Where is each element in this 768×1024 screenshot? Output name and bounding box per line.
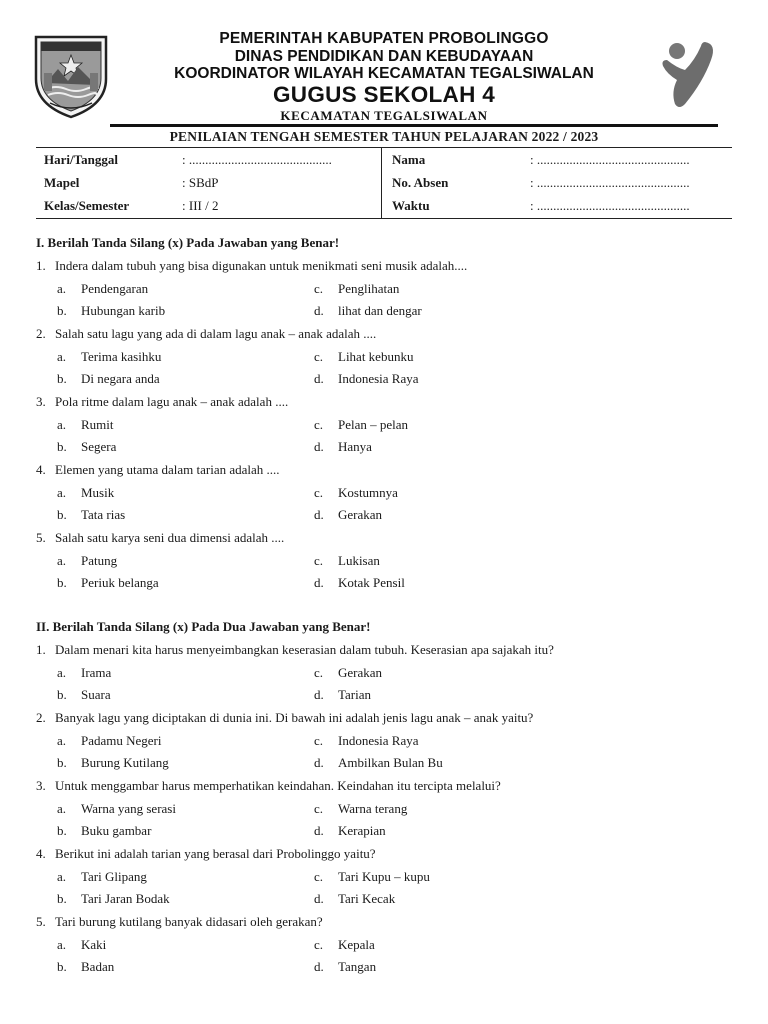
option-letter: b. <box>57 755 67 770</box>
letterhead-line-2: DINAS PENDIDIKAN DAN KEBUDAYAAN <box>234 48 534 65</box>
answer-option[interactable] <box>314 937 375 953</box>
answer-option[interactable] <box>314 417 408 433</box>
option-letter: a. <box>57 801 67 816</box>
option-letter: a. <box>57 665 67 680</box>
question-item <box>36 914 323 930</box>
name-field[interactable]: : ............................................... <box>530 152 690 167</box>
option-letter: b. <box>57 687 67 702</box>
option-text: Tari Kupu – kupu <box>338 869 430 884</box>
option-text: Buku gambar <box>81 823 152 838</box>
answer-option[interactable] <box>57 937 106 953</box>
question-number: 2. <box>36 710 46 725</box>
option-letter: d. <box>314 439 324 454</box>
option-letter: a. <box>57 733 67 748</box>
question-text: Banyak lagu yang diciptakan di dunia ini. Di bawah ini adalah jenis lagu anak – anak yaitu? <box>55 710 534 725</box>
answer-option[interactable] <box>57 959 114 975</box>
answer-option[interactable] <box>57 507 125 523</box>
time-label: Waktu <box>392 198 430 213</box>
question-number: 1. <box>36 258 46 273</box>
option-text: Gerakan <box>338 665 383 680</box>
option-text: Suara <box>81 687 111 702</box>
option-text: Indonesia Raya <box>338 371 419 386</box>
option-text: Penglihatan <box>338 281 400 296</box>
option-letter: a. <box>57 349 67 364</box>
option-letter: c. <box>314 349 324 364</box>
option-text: Pelan – pelan <box>338 417 409 432</box>
answer-option[interactable] <box>314 349 413 365</box>
question-text: Salah satu karya seni dua dimensi adalah .... <box>55 530 285 545</box>
question-text: Salah satu lagu yang ada di dalam lagu anak – anak adalah .... <box>55 326 377 341</box>
option-text: Tangan <box>338 959 377 974</box>
option-letter: c. <box>314 937 324 952</box>
option-letter: c. <box>314 801 324 816</box>
person-figure-icon <box>655 38 720 110</box>
option-text: Kerapian <box>338 823 386 838</box>
option-letter: d. <box>314 507 324 522</box>
answer-option[interactable] <box>57 303 165 319</box>
class-semester-label: Kelas/Semester <box>44 198 130 213</box>
question-number: 4. <box>36 462 46 477</box>
answer-option[interactable] <box>57 869 147 885</box>
answer-option[interactable] <box>314 507 382 523</box>
option-text: Kepala <box>338 937 375 952</box>
option-text: Musik <box>81 485 115 500</box>
answer-option[interactable] <box>314 755 443 771</box>
option-text: Ambilkan Bulan Bu <box>338 755 443 770</box>
option-letter: a. <box>57 937 67 952</box>
option-letter: c. <box>314 665 324 680</box>
question-text: Indera dalam tubuh yang bisa digunakan untuk menikmati seni musik adalah.... <box>55 258 468 273</box>
option-letter: d. <box>314 891 324 906</box>
option-letter: d. <box>314 303 324 318</box>
option-text: Padamu Negeri <box>81 733 162 748</box>
option-letter: d. <box>314 575 324 590</box>
subject-label: Mapel <box>44 175 80 190</box>
question-text: Pola ritme dalam lagu anak – anak adalah .... <box>55 394 289 409</box>
class-semester-value: : III / 2 <box>182 198 219 213</box>
answer-option[interactable] <box>314 801 407 817</box>
option-text: Terima kasihku <box>81 349 162 364</box>
probolinggo-crest-icon <box>32 33 110 119</box>
option-letter: a. <box>57 417 67 432</box>
letterhead-line-3: KOORDINATOR WILAYAH KECAMATAN TEGALSIWALAN <box>174 65 594 82</box>
option-letter: a. <box>57 869 67 884</box>
option-text: Lihat kebunku <box>338 349 414 364</box>
question-number: 2. <box>36 326 46 341</box>
question-text: Untuk menggambar harus memperhatikan keindahan. Keindahan itu tercipta melalui? <box>55 778 501 793</box>
question-number: 3. <box>36 394 46 409</box>
option-letter: c. <box>314 281 324 296</box>
letterhead-line-1: PEMERINTAH KABUPATEN PROBOLINGGO <box>219 30 549 47</box>
answer-option[interactable] <box>57 281 148 297</box>
option-letter: d. <box>314 371 324 386</box>
answer-option[interactable] <box>57 417 114 433</box>
option-text: Indonesia Raya <box>338 733 419 748</box>
question-text: Berikut ini adalah tarian yang berasal dari Probolinggo yaitu? <box>55 846 376 861</box>
option-text: Tata rias <box>81 507 126 522</box>
option-text: lihat dan dengar <box>338 303 422 318</box>
option-text: Badan <box>81 959 115 974</box>
answer-option[interactable] <box>314 439 372 455</box>
answer-option[interactable] <box>314 959 376 975</box>
option-text: Kostumnya <box>338 485 398 500</box>
answer-option[interactable] <box>314 303 422 319</box>
answer-option[interactable] <box>57 733 162 749</box>
option-letter: b. <box>57 823 67 838</box>
option-text: Kaki <box>81 937 107 952</box>
answer-option[interactable] <box>57 665 111 681</box>
answer-option[interactable] <box>314 553 380 569</box>
absence-number-field[interactable]: : ............................................... <box>530 175 690 190</box>
answer-option[interactable] <box>57 823 151 839</box>
question-item <box>36 846 376 862</box>
option-letter: b. <box>57 439 67 454</box>
exam-title: PENILAIAN TENGAH SEMESTER TAHUN PELAJARAN 2022 / 2023 <box>169 129 599 144</box>
question-text: Dalam menari kita harus menyeimbangkan keserasian dalam tubuh. Keserasian apa sajakah itu? <box>55 642 554 657</box>
answer-option[interactable] <box>314 891 395 907</box>
question-number: 1. <box>36 642 46 657</box>
option-letter: b. <box>57 575 67 590</box>
option-letter: c. <box>314 733 324 748</box>
option-letter: b. <box>57 371 67 386</box>
option-text: Periuk belanga <box>81 575 159 590</box>
answer-option[interactable] <box>57 485 114 501</box>
answer-option[interactable] <box>57 687 111 703</box>
answer-option[interactable] <box>314 823 386 839</box>
option-letter: b. <box>57 507 67 522</box>
option-text: Irama <box>81 665 112 680</box>
question-number: 4. <box>36 846 46 861</box>
header-rule <box>110 124 718 127</box>
option-text: Tari Kecak <box>338 891 396 906</box>
option-letter: c. <box>314 485 324 500</box>
option-letter: b. <box>57 959 67 974</box>
option-text: Tari Glipang <box>81 869 147 884</box>
question-item <box>36 394 288 410</box>
option-text: Gerakan <box>338 507 383 522</box>
absence-number-label: No. Absen <box>392 175 449 190</box>
option-text: Di negara anda <box>81 371 160 386</box>
option-text: Warna yang serasi <box>81 801 176 816</box>
option-text: Tari Jaran Bodak <box>81 891 170 906</box>
answer-option[interactable] <box>57 553 117 569</box>
option-text: Tarian <box>338 687 372 702</box>
section-heading: I. Berilah Tanda Silang (x) Pada Jawaban yang Benar! <box>36 235 340 250</box>
answer-option[interactable] <box>57 801 176 817</box>
answer-option[interactable] <box>314 485 398 501</box>
answer-option[interactable] <box>57 575 159 591</box>
letterhead <box>110 30 658 123</box>
option-letter: b. <box>57 891 67 906</box>
option-letter: d. <box>314 823 324 838</box>
question-item <box>36 710 533 726</box>
question-item <box>36 642 554 658</box>
option-letter: b. <box>57 303 67 318</box>
option-letter: a. <box>57 485 67 500</box>
option-text: Segera <box>81 439 117 454</box>
answer-option[interactable] <box>57 349 161 365</box>
option-letter: c. <box>314 553 324 568</box>
question-item <box>36 778 501 794</box>
answer-option[interactable] <box>314 869 430 885</box>
question-number: 3. <box>36 778 46 793</box>
option-text: Lukisan <box>338 553 380 568</box>
answer-option[interactable] <box>314 733 419 749</box>
question-text: Tari burung kutilang banyak didasari oleh gerakan? <box>55 914 323 929</box>
question-item <box>36 326 376 342</box>
question-number: 5. <box>36 914 46 929</box>
name-label: Nama <box>392 152 426 167</box>
option-text: Warna terang <box>338 801 408 816</box>
answer-option[interactable] <box>57 755 169 771</box>
subject-value: : SBdP <box>182 175 219 190</box>
answer-option[interactable] <box>314 371 419 387</box>
question-item <box>36 462 280 478</box>
section-heading: II. Berilah Tanda Silang (x) Pada Dua Jawaban yang Benar! <box>36 619 371 634</box>
date-label: Hari/Tanggal <box>44 152 118 167</box>
answer-option[interactable] <box>314 687 371 703</box>
letterhead-line-4: GUGUS SEKOLAH 4 <box>272 82 496 107</box>
option-letter: c. <box>314 869 324 884</box>
date-field[interactable]: : ............................................ <box>182 152 332 167</box>
time-field[interactable]: : ............................................... <box>530 198 690 213</box>
option-letter: d. <box>314 959 324 974</box>
question-item <box>36 258 467 274</box>
option-letter: d. <box>314 755 324 770</box>
option-text: Rumit <box>81 417 114 432</box>
question-number: 5. <box>36 530 46 545</box>
option-letter: d. <box>314 687 324 702</box>
option-text: Hubungan karib <box>81 303 166 318</box>
option-text: Hanya <box>338 439 372 454</box>
answer-option[interactable] <box>57 439 116 455</box>
option-letter: a. <box>57 281 67 296</box>
option-text: Burung Kutilang <box>81 755 169 770</box>
option-text: Patung <box>81 553 118 568</box>
identity-table <box>36 147 732 219</box>
answer-option[interactable] <box>57 891 170 907</box>
answer-option[interactable] <box>314 665 382 681</box>
letterhead-line-5: KECAMATAN TEGALSIWALAN <box>280 108 488 123</box>
question-text: Elemen yang utama dalam tarian adalah .... <box>55 462 280 477</box>
option-letter: a. <box>57 553 67 568</box>
option-text: Kotak Pensil <box>338 575 405 590</box>
option-letter: c. <box>314 417 324 432</box>
question-item <box>36 530 284 546</box>
answer-option[interactable] <box>57 371 160 387</box>
identity-divider <box>381 148 382 218</box>
answer-option[interactable] <box>314 281 399 297</box>
answer-option[interactable] <box>314 575 405 591</box>
option-text: Pendengaran <box>81 281 149 296</box>
